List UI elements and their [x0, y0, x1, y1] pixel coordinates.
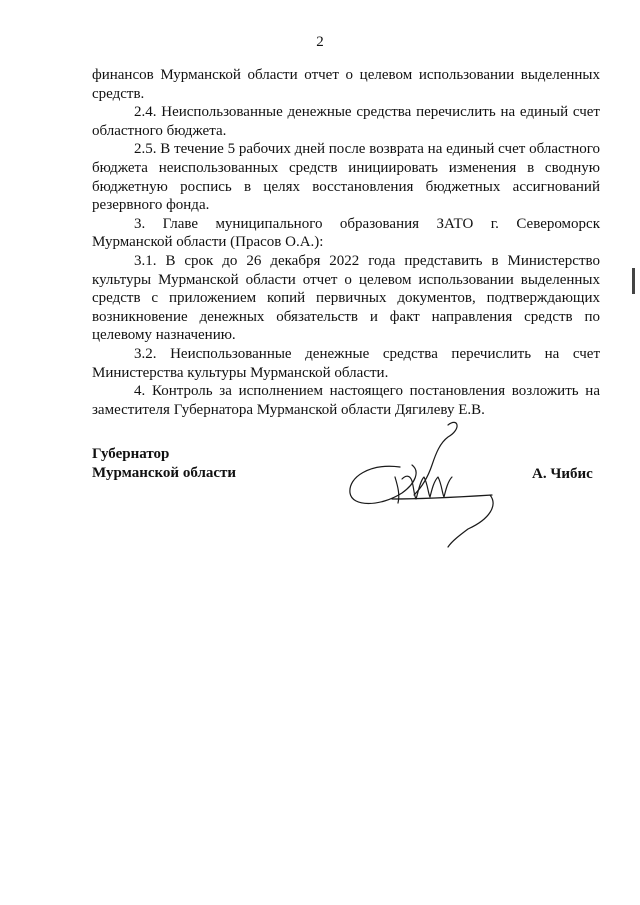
signer-position-line1: Губернатор	[92, 446, 170, 462]
handwritten-signature	[340, 415, 510, 550]
paragraph-3: 3. Главе муниципального образования ЗАТО г. Североморск Мурманской области (Прасов О.А.):	[92, 215, 600, 251]
scan-edge-mark	[632, 268, 635, 294]
paragraph-4: 4. Контроль за исполнением настоящего постановления возложить на заместителя Губернатора Мурманской области Дягилеву Е.В.	[92, 383, 600, 418]
signer-name: А. Чибис	[532, 466, 593, 482]
page-number: 2	[316, 34, 324, 50]
signer-position	[92, 445, 236, 483]
signer-position-line2: Мурманской области	[92, 465, 237, 481]
paragraph-continuation: финансов Мурманской области отчет о целевом использовании выделенных средств.	[92, 67, 600, 102]
paragraph-2-5: 2.5. В течение 5 рабочих дней после возврата на единый счет областного бюджета неиспользованных средств инициировать изменения в сводную бюджетную роспись в целях восстановления бюджетных ассигнований резервного фонда.	[92, 141, 600, 214]
document-body	[92, 66, 600, 419]
paragraph-3-1: 3.1. В срок до 26 декабря 2022 года представить в Министерство культуры Мурманской области отчет о целевом использовании выделенных средств с приложением копий первичных документов, подтверждающих возникновение денежных обязательств и факт направления средств по целевому назначению.	[92, 252, 600, 344]
paragraph-2-4: 2.4. Неиспользованные денежные средства перечислить на единый счет областного бюджета.	[92, 104, 600, 139]
paragraph-3-2: 3.2. Неиспользованные денежные средства перечислить на счет Министерства культуры Мурманской области.	[92, 345, 600, 381]
